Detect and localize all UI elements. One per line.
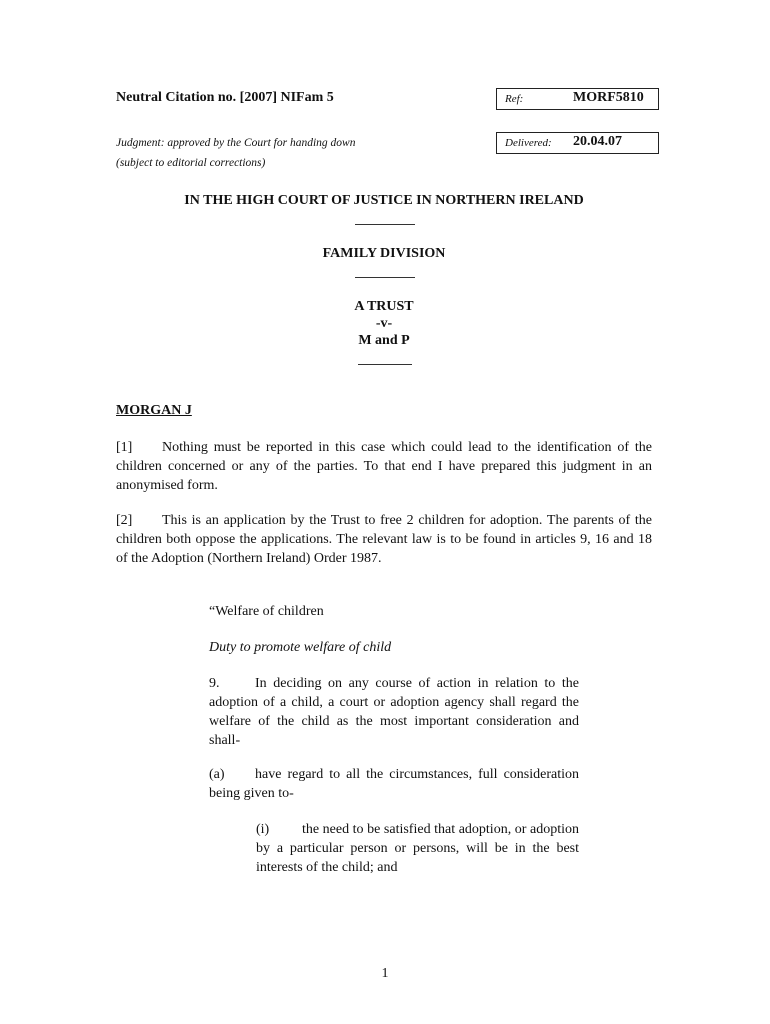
article-9: [209, 674, 579, 750]
paragraph-text: This is an application by the Trust to free 2 children for adoption. The parents of the children both oppose the applications. The relevant law is to be found in articles 9, 16 and 18 of the Adoption (Northern Ireland) Order 1987.: [116, 513, 652, 566]
paragraph-1: [116, 438, 652, 495]
divider-line: [355, 224, 415, 225]
clause-text: the need to be satisfied that adoption, or adoption by a particular person or persons, will be in the best interests of the child; and: [256, 822, 579, 875]
quote-heading: “Welfare of children: [209, 604, 324, 619]
clause-i: [256, 820, 579, 877]
reference-box: [496, 88, 659, 110]
reference-label: Ref:: [505, 93, 524, 105]
court-name: IN THE HIGH COURT OF JUSTICE IN NORTHERN IRELAND: [184, 193, 584, 208]
article-text: In deciding on any course of action in relation to the adoption of a child, a court or adoption agency shall regard the welfare of the child as the most important consideration and shall-: [209, 676, 579, 748]
delivered-label: Delivered:: [505, 137, 552, 149]
paragraph-text: Nothing must be reported in this case which could lead to the identification of the children concerned or any of the parties. To that end I have prepared this judgment in an anonymised form.: [116, 440, 652, 493]
party-applicant: A TRUST: [354, 299, 414, 314]
neutral-citation: Neutral Citation no. [2007] NIFam 5: [116, 90, 334, 105]
paragraph-number: [1]: [116, 440, 133, 455]
division-name: FAMILY DIVISION: [322, 246, 446, 261]
party-respondents: M and P: [358, 333, 410, 348]
clause-number: (a): [209, 767, 225, 782]
clause-a: [209, 765, 579, 803]
editorial-corrections-note: (subject to editorial corrections): [116, 157, 266, 169]
reference-value: MORF5810: [573, 90, 644, 105]
paragraph-number: [2]: [116, 513, 133, 528]
divider-line: [355, 277, 415, 278]
judge-name: MORGAN J: [116, 403, 192, 418]
delivered-value: 20.04.07: [573, 134, 622, 149]
article-number: 9.: [209, 676, 220, 691]
divider-line: [358, 364, 412, 365]
quote-subheading: Duty to promote welfare of child: [209, 640, 392, 655]
judgment-approval-note: Judgment: approved by the Court for handing down: [116, 137, 356, 149]
paragraph-2: [116, 511, 652, 568]
clause-number: (i): [256, 822, 270, 837]
clause-text: have regard to all the circumstances, full consideration being given to-: [209, 767, 579, 801]
delivered-box: [496, 132, 659, 154]
versus-text: -v-: [375, 316, 393, 331]
page-number: 1: [381, 966, 389, 981]
